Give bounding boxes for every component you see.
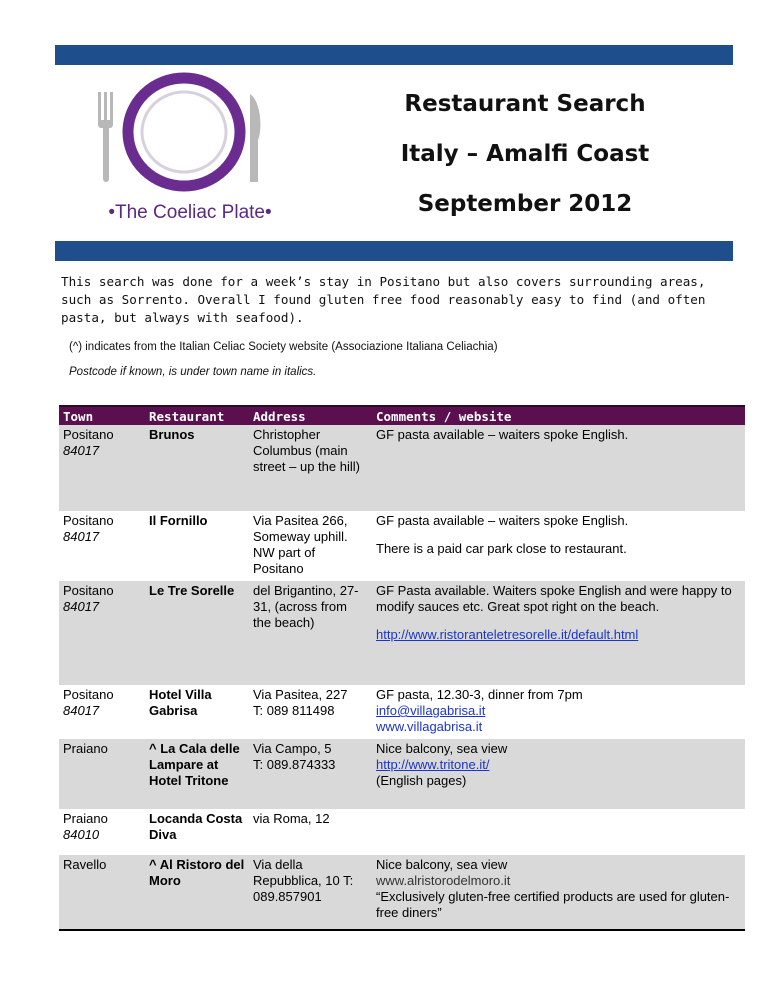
town: Positano [63, 513, 114, 528]
comment: (English pages) [376, 773, 467, 788]
address: Via della Repubblica, 10 T: 089.857901 [253, 857, 354, 904]
coeliac-plate-logo [72, 72, 312, 232]
address: via Roma, 12 [253, 811, 330, 826]
website-text: www.villagabrisa.it [376, 719, 483, 734]
postcode: 84010 [63, 827, 100, 842]
town: Ravello [63, 857, 107, 872]
restaurant-name: Hotel Villa Gabrisa [149, 687, 212, 718]
restaurant-name: Il Fornillo [149, 513, 208, 528]
comment: Nice balcony, sea view [376, 857, 508, 872]
restaurant-name: ^ La Cala delle Lampare at Hotel Tritone [149, 741, 240, 788]
table-row [59, 739, 745, 809]
website-link[interactable]: http://www.tritone.it/ [376, 757, 490, 772]
website-link[interactable]: http://www.ristoranteletresorelle.it/default.html [376, 627, 639, 642]
header-town: Town [59, 406, 145, 425]
town: Praiano [63, 811, 108, 826]
comment: GF pasta, 12.30-3, dinner from 7pm [376, 687, 583, 702]
postcode: 84017 [63, 703, 100, 718]
table-header-row [59, 406, 745, 425]
table-row [59, 425, 745, 511]
table-row [59, 809, 745, 855]
header-restaurant: Restaurant [145, 406, 249, 425]
phone: T: 089 811498 [253, 703, 335, 718]
comment: GF Pasta available. Waiters spoke English and were happy to modify sauces etc. Great spot right on the beach. [376, 583, 732, 614]
phone: T: 089.874333 [253, 757, 336, 772]
email-link[interactable]: info@villagabrisa.it [376, 703, 486, 718]
address: Via Campo, 5 [253, 741, 332, 756]
postcode: 84017 [63, 529, 100, 544]
celiac-society-note: (^) indicates from the Italian Celiac Society website (Associazione Italiana Celiachia) [69, 341, 498, 353]
restaurant-name: Le Tre Sorelle [149, 583, 235, 598]
comment: Nice balcony, sea view [376, 741, 508, 756]
header-address: Address [249, 406, 372, 425]
town: Praiano [63, 741, 108, 756]
table-row [59, 855, 745, 930]
table-row [59, 511, 745, 581]
header-band-bottom [55, 241, 733, 261]
town: Positano [63, 583, 114, 598]
header-comments: Comments / website [372, 406, 745, 425]
address: Via Pasitea, 227 [253, 687, 348, 702]
logo-text: •The Coeliac Plate• [108, 202, 272, 223]
header-band-top [55, 45, 733, 65]
restaurant-table [59, 405, 745, 931]
restaurant-name: Locanda Costa Diva [149, 811, 243, 842]
page-subtitle: Italy – Amalfi Coast [400, 141, 650, 167]
address: Christopher Columbus (main street – up the hill) [253, 427, 360, 474]
comment: There is a paid car park close to restaurant. [376, 541, 627, 556]
comment: “Exclusively gluten-free certified products are used for gluten-free diners” [376, 889, 730, 920]
comment: GF pasta available – waiters spoke English. [376, 427, 629, 442]
page-title: Restaurant Search [404, 91, 646, 117]
restaurant-name: ^ Al Ristoro del Moro [149, 857, 245, 888]
restaurant-name: Brunos [149, 427, 195, 442]
address: Via Pasitea 266, Someway uphill. NW part of Positano [253, 513, 348, 576]
town: Positano [63, 427, 114, 442]
website-text: www.alristorodelmoro.it [376, 873, 511, 888]
comment: GF pasta available – waiters spoke English. [376, 513, 629, 528]
postcode: 84017 [63, 443, 100, 458]
address: del Brigantino, 27-31, (across from the beach) [253, 583, 359, 630]
postcode-note: Postcode if known, is under town name in italics. [69, 366, 317, 378]
table-row [59, 685, 745, 739]
table-row [59, 581, 745, 685]
town: Positano [63, 687, 114, 702]
intro-paragraph: This search was done for a week’s stay in Positano but also covers surrounding areas, such as Sorrento. Overall I found gluten free food reasonably easy to find (and often pasta, but always with seafood). [61, 274, 706, 325]
postcode: 84017 [63, 599, 100, 614]
page-date: September 2012 [417, 191, 633, 217]
